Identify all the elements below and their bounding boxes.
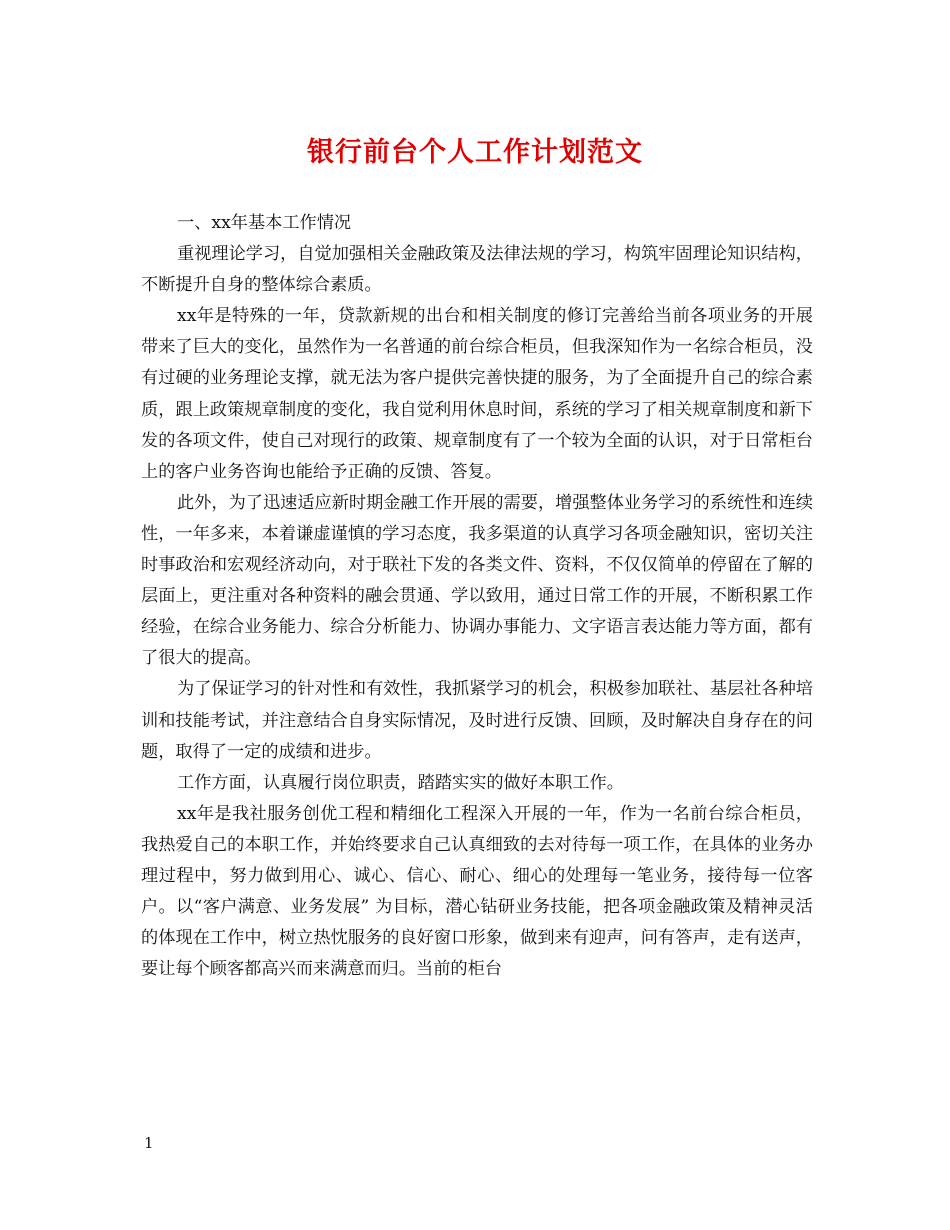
paragraph: 工作方面，认真履行岗位职责，踏踏实实的做好本职工作。 (177, 772, 624, 793)
paragraph: xx年是我社服务创优工程和精细化工程深入开展的一年，作为一名前台综合柜员，我热爱自己的本职工作，并始终要求自己认真细致的去对待每一项工作，在具体的业务办理过程中，努力做到用心、诚心、信心、耐心、细心的处理每一笔业务，接待每一位客户。以“客户满意、业务发展” 为目标，潜心钻研业务技能，把各项金融政策及精神灵活的体现在工作中，树立热忱服务的良好窗口形象，做到来有迎声，问有答声，走有送声，要让每个顾客都高兴而来满意而归。当前的柜台 (141, 803, 813, 980)
page-number: 1 (144, 1134, 154, 1152)
section-heading: 一、xx年基本工作情况 (177, 213, 352, 233)
paragraph: 此外，为了迅速适应新时期金融工作开展的需要，增强整体业务学习的系统性和连续性，一年多来，本着谦虚谨慎的学习态度，我多渠道的认真学习各项金融知识，密切关注时事政治和宏观经济动向，对于联社下发的各类文件、资料，不仅仅简单的停留在了解的层面上，更注重对各种资料的融会贯通、学以致用，通过日常工作的开展，不断积累工作经验，在综合业务能力、综合分析能力、协调办事能力、文字语言表达能力等方面，都有了很大的提高。 (141, 492, 813, 669)
document-body (141, 208, 813, 985)
paragraph: xx年是特殊的一年，贷款新规的出台和相关制度的修订完善给当前各项业务的开展带来了巨大的变化，虽然作为一名普通的前台综合柜员，但我深知作为一名综合柜员，没有过硬的业务理论支撑，就无法为客户提供完善快捷的服务，为了全面提升自己的综合素质，跟上政策规章制度的变化，我自觉利用休息时间，系统的学习了相关规章制度和新下发的各项文件，使自己对现行的政策、规章制度有了一个较为全面的认识，对于日常柜台上的客户业务咨询也能给予正确的反馈、答复。 (141, 306, 813, 482)
paragraph: 为了保证学习的针对性和有效性，我抓紧学习的机会，积极参加联社、基层社各种培训和技能考试，并注意结合自身实际情况，及时进行反馈、回顾，及时解决自身存在的问题，取得了一定的成绩和进步。 (141, 679, 813, 762)
document-title: 银行前台个人工作计划范文 (307, 137, 643, 168)
paragraph: 重视理论学习，自觉加强相关金融政策及法律法规的学习，构筑牢固理论知识结构，不断提升自身的整体综合素质。 (141, 244, 813, 296)
